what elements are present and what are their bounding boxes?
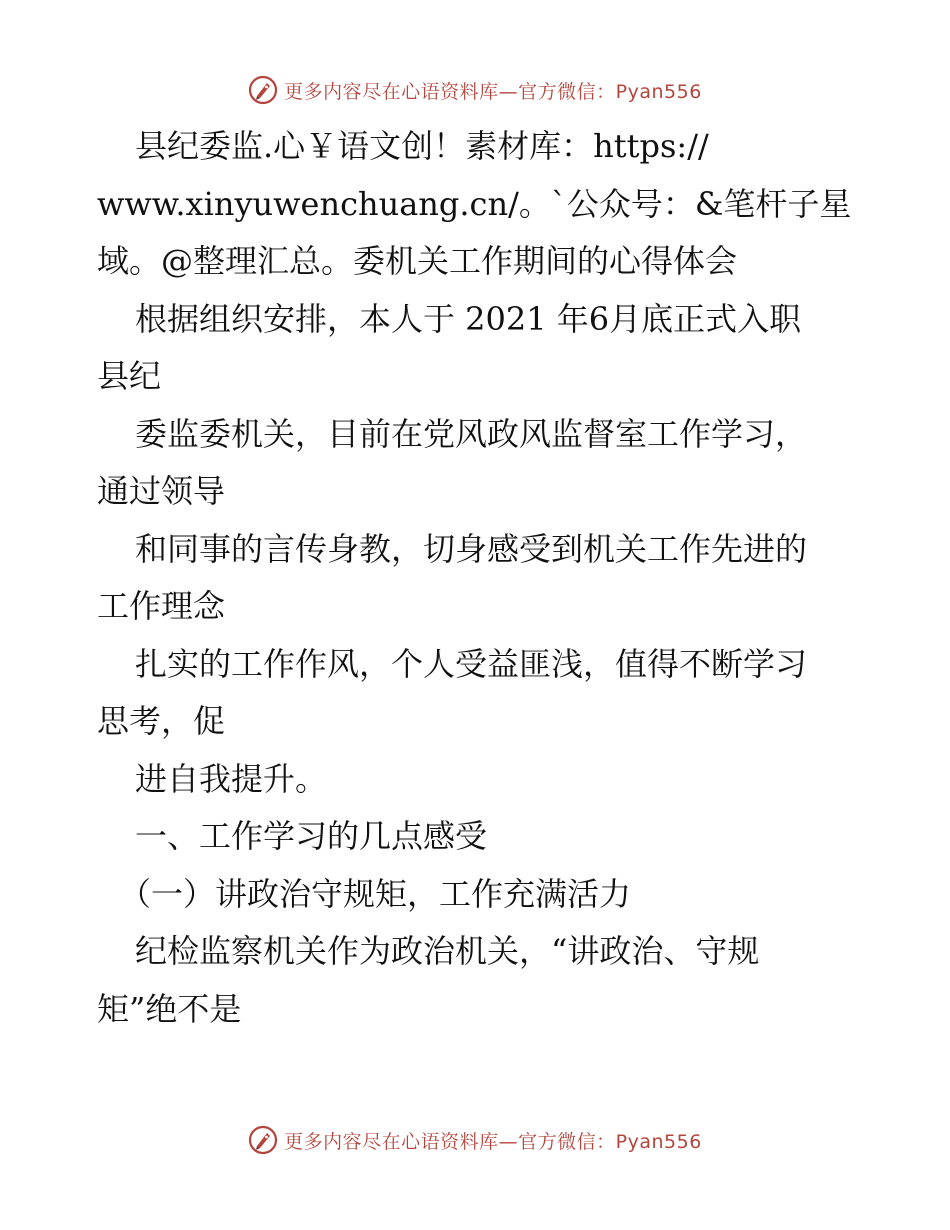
document-body [97,118,857,1038]
section-heading: 一、工作学习的几点感受 [135,817,488,855]
banner-text: 更多内容尽在心语资料库—官方微信：Pyan556 [284,1130,702,1153]
text-line: 扎实的工作作风，个人受益匪浅，值得不断学习 [135,644,808,683]
text-line: 矩”绝不是 [97,989,242,1028]
text-line: 思考，促 [97,702,226,740]
footer-banner [0,1120,950,1160]
text-line: 进自我提升。 [135,759,328,798]
text-line: 域。@整理汇总。委机关工作期间的心得体会 [97,242,738,280]
pen-nib-logo-icon [248,1125,278,1155]
text-line: 县纪 [97,357,162,395]
text-line: 工作理念 [97,587,226,625]
pen-nib-logo-icon [248,75,278,105]
text-line: www.xinyuwenchuang.cn/。`公众号：&笔杆子星 [97,184,852,223]
banner-text: 更多内容尽在心语资料库—官方微信：Pyan556 [284,80,702,103]
header-banner [0,70,950,110]
text-line: 委监委机关，目前在党风政风监督室工作学习， [135,414,808,453]
text-line: 纪检监察机关作为政治机关，“讲政治、守规 [135,932,760,970]
text-line: 通过领导 [97,472,226,510]
text-line: 根据组织安排，本人于 2021 年6月底正式入职 [135,299,802,338]
subsection-heading: （一）讲政治守规矩，工作充满活力 [119,874,632,913]
text-line: 县纪委监.心￥语文创！素材库：https:// [135,127,709,165]
text-line: 和同事的言传身教，切身感受到机关工作先进的 [135,529,808,568]
